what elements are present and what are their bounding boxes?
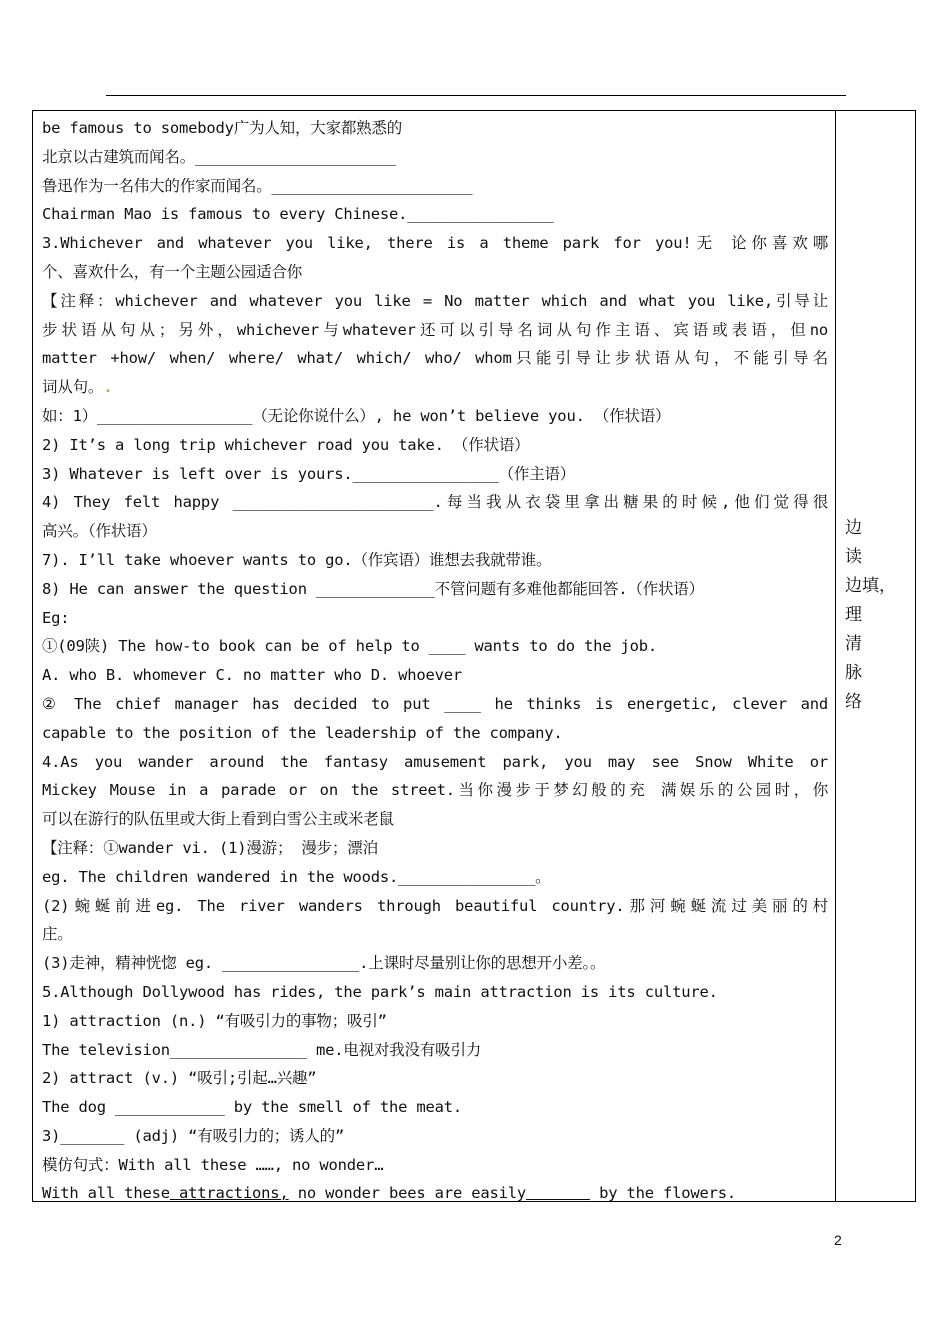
last-line-middle: no wonder bees are easily <box>288 1184 527 1203</box>
worksheet-table <box>32 110 916 1202</box>
side-note-char: 理 <box>845 605 862 625</box>
side-note-char: 络 <box>845 692 862 712</box>
text-line: 3) Whatever is left over is yours.________________（作主语） <box>42 464 576 483</box>
edit-marker: . <box>103 378 113 397</box>
text-line: 8) He can answer the question _____________不管问题有多难他都能回答.（作状语） <box>42 579 704 598</box>
text-line: 2) attract (v.) “吸引;引起…兴趣” <box>42 1069 317 1088</box>
text-line: eg. The children wandered in the woods._______________。 <box>42 867 551 886</box>
side-note <box>845 514 905 717</box>
text-line-content: 词从句。 <box>42 378 104 397</box>
text-line <box>42 373 828 402</box>
side-note-char: 边填， <box>845 576 896 596</box>
column-divider <box>835 111 836 1201</box>
text-line: A. who B. whomever C. no matter who D. whoever <box>42 666 463 685</box>
page-number: 2 <box>834 1232 842 1248</box>
text-line: 高兴。（作状语） <box>42 522 157 541</box>
text-line: 7). I’ll take whoever wants to go.（作宾语）谁想去我就带谁。 <box>42 550 552 569</box>
text-line: 3.Whichever and whatever you like, there is a theme park for you!无 论你喜欢哪 <box>42 234 828 253</box>
side-note-char: 边 <box>845 518 862 538</box>
text-line: The dog ____________ by the smell of the meat. <box>42 1098 463 1117</box>
text-line: be famous to somebody广为人知，大家都熟悉的 <box>42 119 403 137</box>
text-line: 可以在游行的队伍里或大街上看到白雪公主或米老鼠 <box>42 810 394 829</box>
text-line: 如：1）_________________（无论你说什么）, he won’t believe you. （作状语） <box>42 406 671 425</box>
side-note-char: 清 <box>845 634 862 654</box>
last-line-end: by the flowers. <box>589 1184 737 1203</box>
text-line: 1) attraction (n.) “有吸引力的事物；吸引” <box>42 1011 387 1030</box>
text-line: 个、喜欢什么，有一个主题公园适合你 <box>42 262 303 281</box>
text-line: Mickey Mouse in a parade or on the street.当你漫步于梦幻般的充 满娱乐的公园时，你 <box>42 781 828 800</box>
text-line: Chairman Mao is famous to every Chinese.________________ <box>42 205 554 224</box>
text-line: 模仿句式：With all these ……, no wonder… <box>42 1155 384 1174</box>
text-line: 3)_______ (adj) “有吸引力的；诱人的” <box>42 1126 345 1145</box>
text-line: ② The chief manager has decided to put ____ he thinks is energetic, clever and <box>42 694 828 713</box>
header-rule <box>106 95 846 96</box>
text-line: 北京以古建筑而闻名。______________________ <box>42 147 396 166</box>
text-line: (3)走神，精神恍惚 eg. _______________.上课时尽量别让你的思想开小差。。 <box>42 954 606 973</box>
text-line-last <box>42 1179 828 1208</box>
text-line: (2)蜿蜒前进eg. The river wanders through beautiful country.那河蜿蜒流过美丽的村 <box>42 896 828 915</box>
answer-blank: _______ <box>526 1184 590 1203</box>
text-line: 鲁迅作为一名伟大的作家而闻名。______________________ <box>42 176 473 195</box>
text-line: 【注释：whichever and whatever you like = No matter which and what you like,引导让 <box>42 291 828 310</box>
text-line: 4) They felt happy ______________________.每当我从衣袋里拿出糖果的时候,他们觉得很 <box>42 493 828 512</box>
text-line: 2) It’s a long trip whichever road you take. （作状语） <box>42 435 530 454</box>
text-line: ①(09陕) The how-to book can be of help to ____ wants to do the job. <box>42 637 658 656</box>
side-note-char: 读 <box>845 547 862 567</box>
text-line: matter +how/ when/ where/ what/ which/ who/ whom只能引导让步状语从句，不能引导名 <box>42 349 828 368</box>
last-line-start: With all these <box>42 1184 170 1203</box>
text-line: 5.Although Dollywood has rides, the park’s main attraction is its culture. <box>42 982 718 1001</box>
text-line: The television_______________ me.电视对我没有吸引力 <box>42 1040 482 1059</box>
underlined-answer: attractions, <box>169 1184 289 1203</box>
text-line: 庄。 <box>42 925 73 944</box>
text-line: 4.As you wander around the fantasy amusement park, you may see Snow White or <box>42 752 828 771</box>
side-note-char: 脉 <box>845 663 862 683</box>
worksheet-content <box>42 114 828 1208</box>
text-line: 步状语从句从；另外，whichever与whatever还可以引导名词从句作主语、宾语或表语，但no <box>42 320 828 339</box>
text-line: 【注释：①wander vi. (1)漫游； 漫步；漂泊 <box>42 838 378 857</box>
text-line: capable to the position of the leadership of the company. <box>42 723 563 742</box>
text-line: Eg: <box>42 608 70 627</box>
